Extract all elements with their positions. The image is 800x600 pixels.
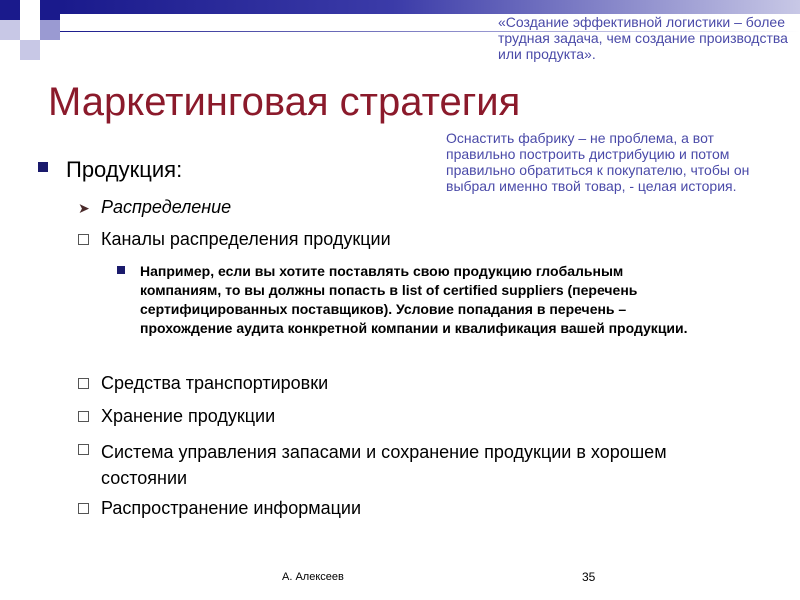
bullet-box-icon (78, 503, 89, 514)
bullet-square-icon (117, 266, 125, 274)
quote-text: «Создание эффективной логистики – более трудная задача, чем создание производства или продукта». (498, 14, 788, 62)
list-item: Распространение информации (101, 498, 362, 518)
bullet-square-icon (38, 162, 48, 172)
page-number: 35 (582, 570, 596, 584)
bullet-box-icon (78, 411, 89, 422)
bullet-example: Например, если вы хотите поставлять свою продукцию глобальным компаниям, то вы должны попасть в list of certified suppliers (перечень сертифицированных поставщиков). Условие попадания в перечень – прохождение аудита конкретной компании и квалификация вашей продукции. (140, 263, 688, 336)
decor-square (40, 20, 60, 40)
decor-square (20, 20, 40, 40)
bullet-arrow-icon: ➤ (78, 200, 90, 216)
list-item: Хранение продукции (101, 406, 276, 426)
decor-square (0, 0, 20, 20)
decor-square (0, 20, 20, 40)
slide-title: Маркетинговая стратегия (48, 80, 521, 124)
decor-square (40, 0, 60, 20)
bullet-box-icon (78, 378, 89, 389)
decor-square (20, 0, 40, 20)
bullet-box-icon (78, 444, 89, 455)
bullet-distribution: Распределение (101, 197, 232, 217)
decor-square (40, 40, 60, 60)
list-item: Система управления запасами и сохранение продукции в хорошем состоянии (101, 442, 667, 488)
footer-author: А. Алексеев (282, 571, 344, 583)
bullet-channels: Каналы распределения продукции (101, 229, 391, 249)
bullet-level1: Продукция: (66, 157, 183, 182)
decor-square (20, 40, 40, 60)
callout-text: Оснастить фабрику – не проблема, а вот правильно построить дистрибуцию и потом правильно обратиться к покупателю, чтобы он выбрал именно твой товар, - целая история. (446, 130, 750, 194)
header-gradient-bar (60, 0, 800, 14)
list-item: Средства транспортировки (101, 373, 329, 393)
bullet-box-icon (78, 234, 89, 245)
